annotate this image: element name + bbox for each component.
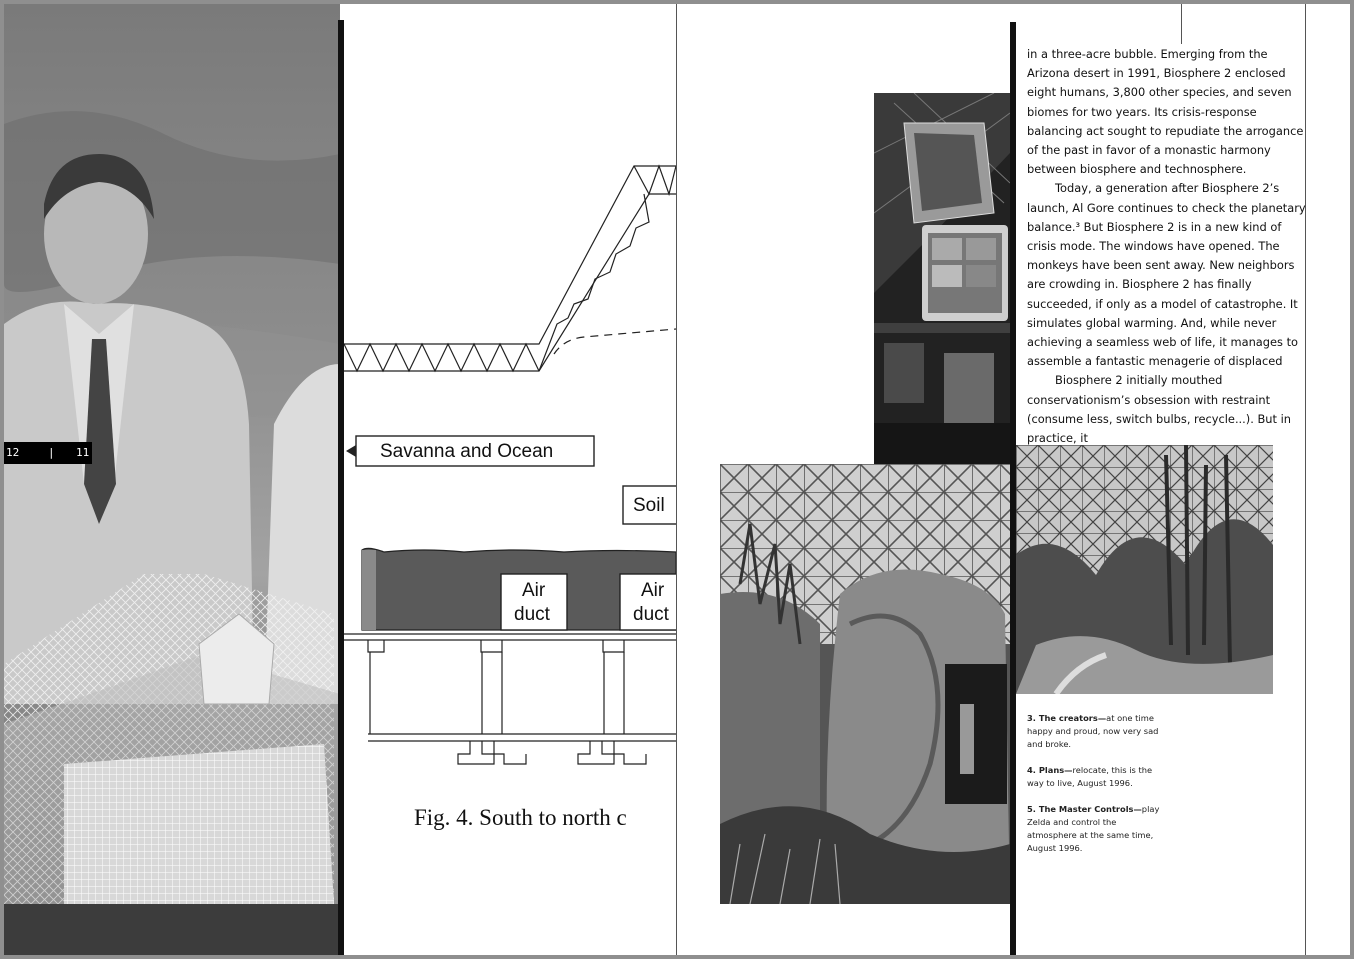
biosphere-interior-photo — [720, 464, 1010, 904]
caption-plans-title: 4. Plans— — [1027, 765, 1073, 775]
caption-master-controls — [1027, 803, 1167, 855]
soil-label-text: Soil — [633, 495, 665, 516]
photo-captions — [1027, 712, 1167, 868]
page-number-badge — [4, 442, 92, 464]
page-number-separator: | — [48, 446, 55, 459]
caption-creators-title: 3. The creators— — [1027, 713, 1107, 723]
caption-master-controls-title: 5. The Master Controls— — [1027, 804, 1142, 814]
column-rule-middle — [676, 4, 677, 955]
caption-master-controls-text: play Zelda and control the atmosphere at the same time, August 1996. — [1027, 804, 1160, 853]
air-duct-1-line1: Air — [522, 580, 546, 601]
biosphere-interior-photo-art — [720, 464, 1010, 904]
creators-photo-art — [4, 4, 340, 955]
top-tick-rule — [1181, 4, 1182, 44]
air-duct-1 — [501, 574, 567, 630]
greenhouse-plants-photo-art — [1016, 445, 1273, 694]
caption-plans — [1027, 764, 1167, 790]
caption-plans-text: relocate, this is the way to live, August 1996. — [1027, 765, 1153, 788]
figure-caption: Fig. 4. South to north c — [414, 805, 627, 830]
greenhouse-plants-photo — [1016, 445, 1273, 694]
air-duct-2-line1: Air — [641, 580, 665, 601]
savanna-label-text: Savanna and Ocean — [380, 441, 554, 462]
body-paragraph-2: Today, a generation after Biosphere 2’s launch, Al Gore continues to check the planetary balance.³ But Biosphere 2 is in a new kind of crisis mode. The windows have opened. The monkeys have been sent away. New neighbors are crowding in. Biosphere 2 has finally succeeded, if only as a model of catastrophe. It simulates global warming. And, while never achieving a seamless web of life, it manages to assemble a fantastic menagerie of displaced — [1027, 181, 1306, 369]
article-body — [1027, 45, 1309, 448]
soil-label — [623, 486, 676, 524]
diagram-drawing — [344, 4, 676, 955]
master-controls-photo-art — [874, 93, 1010, 468]
master-controls-photo — [874, 93, 1010, 468]
page-number-left: 12 — [6, 446, 20, 459]
biosphere-section-diagram — [344, 4, 676, 955]
air-duct-2-line2: duct — [633, 604, 669, 625]
air-duct-2 — [620, 574, 676, 630]
column-rule-right — [1010, 22, 1016, 955]
truss-structure — [344, 166, 676, 371]
savanna-label — [346, 436, 594, 466]
caption-creators-text: at one time happy and proud, now very sad and broke. — [1027, 713, 1159, 749]
caption-creators — [1027, 712, 1167, 751]
air-duct-1-line2: duct — [514, 604, 550, 625]
page-number-right: 11 — [76, 446, 90, 459]
magazine-spread — [4, 4, 1350, 955]
body-paragraph-1: in a three-acre bubble. Emerging from the Arizona desert in 1991, Biosphere 2 enclosed eight humans, 3,800 other species, and seven biomes for two years. Its crisis-response balancing act sought to repudiate the arrogance of the past in favor of a monastic harmony between biosphere and technosphere. — [1027, 47, 1304, 177]
creators-photo — [4, 4, 340, 955]
body-paragraph-3: Biosphere 2 initially mouthed conservationism’s obsession with restraint (consume less, switch bulbs, recycle...). But in practice, it — [1027, 373, 1291, 446]
foundation — [344, 634, 676, 764]
